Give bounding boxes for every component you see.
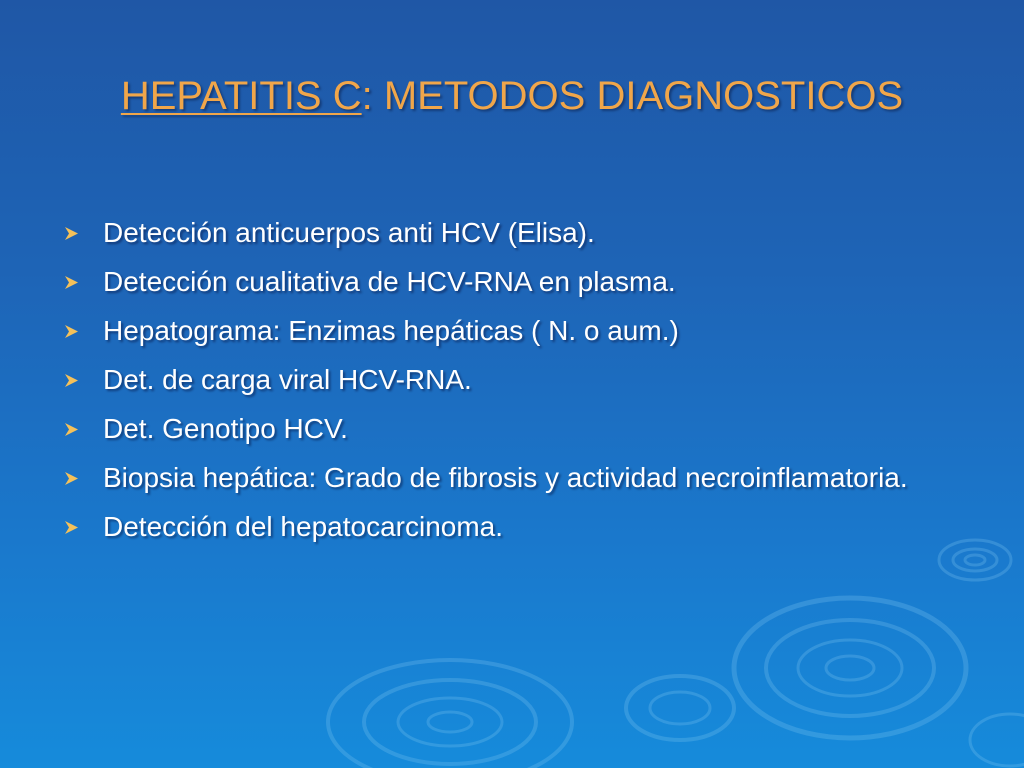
bullet-item xyxy=(64,212,964,253)
arrow-bullet-icon xyxy=(64,373,79,388)
arrow-bullet-icon xyxy=(64,275,79,290)
arrow-bullet-icon xyxy=(64,324,79,339)
slide-title xyxy=(0,70,1024,122)
bullet-text: Detección anticuerpos anti HCV (Elisa). xyxy=(103,217,595,248)
arrow-bullet-icon xyxy=(64,471,79,486)
bullet-item xyxy=(64,408,964,449)
bullet-item xyxy=(64,457,964,498)
bullet-text: Detección cualitativa de HCV-RNA en plasma. xyxy=(103,266,676,297)
bullet-text: Biopsia hepática: Grado de fibrosis y actividad necroinflamatoria. xyxy=(103,462,908,493)
bullet-item xyxy=(64,506,964,547)
title-rest: : METODOS DIAGNOSTICOS xyxy=(361,74,904,118)
arrow-bullet-icon xyxy=(64,422,79,437)
arrow-bullet-icon xyxy=(64,520,79,535)
bullet-list xyxy=(64,212,964,555)
bullet-text: Detección del hepatocarcinoma. xyxy=(103,511,504,542)
bullet-item xyxy=(64,261,964,302)
bullet-text: Det. de carga viral HCV-RNA. xyxy=(103,364,472,395)
arrow-bullet-icon xyxy=(64,226,79,241)
title-underlined-part: HEPATITIS C xyxy=(120,74,362,118)
bullet-text: Hepatograma: Enzimas hepáticas ( N. o aum.) xyxy=(103,315,679,346)
bullet-item xyxy=(64,310,964,351)
bullet-item xyxy=(64,359,964,400)
bullet-text: Det. Genotipo HCV. xyxy=(103,413,348,444)
